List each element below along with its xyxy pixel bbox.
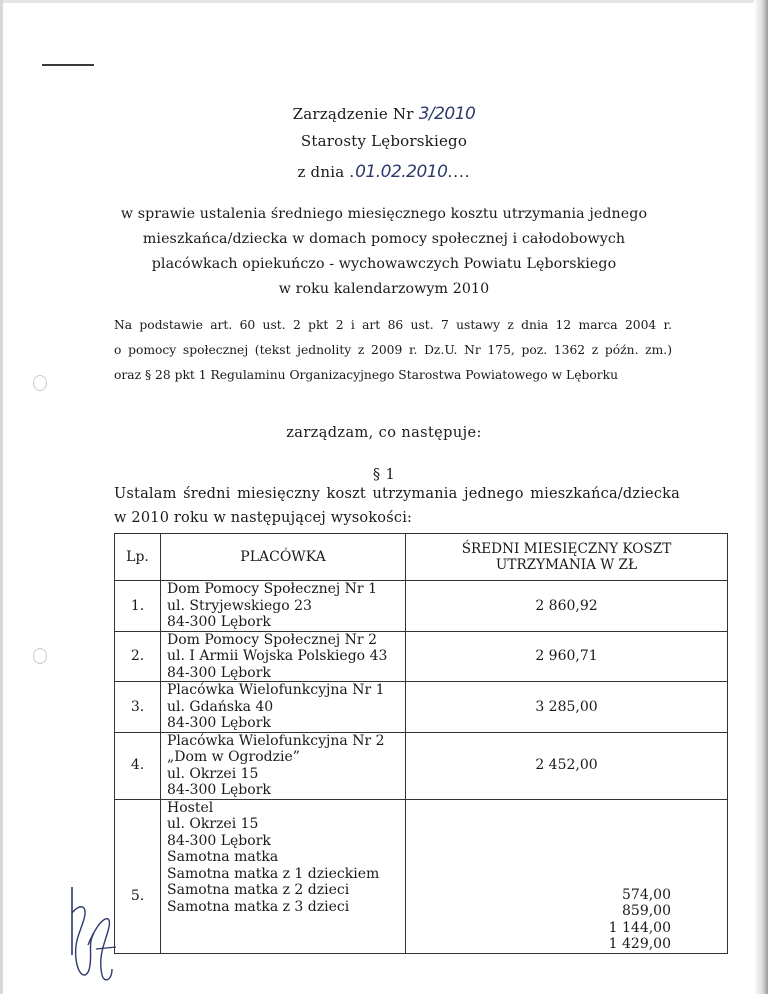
- cost-table: [114, 533, 728, 954]
- facility-line: ul. Stryjewskiego 23: [167, 597, 312, 614]
- cost-values-cell: [406, 799, 728, 953]
- facility-line: Samotna matka z 2 dzieci: [167, 882, 350, 898]
- header-placowka: PLACÓWKA: [161, 534, 406, 581]
- header-cost-line: UTRZYMANIA W ZŁ: [495, 557, 638, 573]
- date-dots-after: ....: [447, 163, 471, 181]
- row-number: 1.: [115, 581, 161, 632]
- facility-line: ul. Okrzei 15: [167, 765, 259, 782]
- subject-line: w roku kalendarzowym 2010: [278, 281, 490, 297]
- facility-cell: [161, 682, 406, 733]
- cost-value: 2 860,92: [406, 581, 728, 632]
- facility-line: Dom Pomocy Społecznej Nr 2: [167, 631, 377, 648]
- facility-line: 84-300 Lębork: [167, 664, 271, 681]
- row-number: 2.: [115, 631, 161, 682]
- handwritten-number: 3/2010: [418, 104, 476, 124]
- cost-value: 1 429,00: [608, 936, 671, 952]
- row-number: 4.: [115, 732, 161, 799]
- date-dots-before: .: [349, 163, 356, 181]
- row-number: 5.: [115, 799, 161, 953]
- cost-value: 574,00: [622, 886, 671, 903]
- cost-value: 859,00: [622, 903, 671, 919]
- facility-line: 84-300 Lębork: [167, 782, 271, 798]
- cost-value: 3 285,00: [406, 682, 728, 733]
- facility-cell: [161, 799, 406, 953]
- section-mark: § 1: [372, 467, 396, 483]
- legal-basis-line: o pomocy społecznej (tekst jednolity z 2009 r. Dz.U. Nr 175, poz. 1362 z późn. zm.): [114, 343, 672, 357]
- facility-line: Dom Pomocy Społecznej Nr 1: [167, 581, 377, 597]
- facility-line: ul. Gdańska 40: [167, 698, 274, 715]
- table-row: [115, 682, 728, 733]
- paragraph-line: Ustalam średni miesięczny koszt utrzymania jednego mieszkańca/dziecka: [114, 486, 680, 502]
- document-title: [0, 104, 768, 124]
- facility-line: Placówka Wielofunkcyjna Nr 2: [167, 732, 385, 749]
- facility-line: Samotna matka: [167, 849, 279, 865]
- facility-line: Samotna matka z 3 dzieci: [167, 898, 350, 915]
- decree-line: zarządzam, co następuje:: [286, 425, 482, 441]
- top-dash-mark: [42, 64, 94, 66]
- table-header-row: [115, 534, 728, 581]
- facility-line: 84-300 Lębork: [167, 614, 271, 630]
- cost-value: 1 144,00: [608, 919, 671, 936]
- handwritten-signature-icon: [58, 885, 128, 985]
- facility-cell: [161, 732, 406, 799]
- issuing-authority: Starosty Lęborskiego: [300, 132, 468, 150]
- facility-cell: [161, 581, 406, 632]
- facility-line: 84-300 Lębork: [167, 832, 271, 849]
- subject-line: placówkach opiekuńczo - wychowawczych Powiatu Lęborskiego: [151, 256, 617, 272]
- facility-line: „Dom w Ogrodzie”: [167, 749, 300, 765]
- cost-value: 2 452,00: [406, 732, 728, 799]
- facility-line: ul. Okrzei 15: [167, 816, 259, 832]
- table-row: [115, 631, 728, 682]
- paragraph-line: w 2010 roku w następującej wysokości:: [114, 510, 413, 526]
- punch-hole-icon: [33, 648, 47, 664]
- subject-line: w sprawie ustalenia średniego miesięcznego kosztu utrzymania jednego: [120, 206, 648, 222]
- facility-line: ul. I Armii Wojska Polskiego 43: [167, 648, 388, 664]
- header-cost: [406, 534, 728, 581]
- header-lp: Lp.: [115, 534, 161, 581]
- facility-line: Samotna matka z 1 dzieckiem: [167, 865, 380, 882]
- facility-line: Placówka Wielofunkcyjna Nr 1: [167, 682, 385, 698]
- cost-value: 2 960,71: [406, 631, 728, 682]
- facility-line: Hostel: [167, 799, 214, 816]
- table-row: [115, 799, 728, 953]
- legal-basis-line: oraz § 28 pkt 1 Regulaminu Organizacyjnego Starostwa Powiatowego w Lęborku: [114, 368, 619, 382]
- facility-line: 84-300 Lębork: [167, 715, 271, 731]
- row-number: 3.: [115, 682, 161, 733]
- legal-basis-line: Na podstawie art. 60 ust. 2 pkt 2 i art 86 ust. 7 ustawy z dnia 12 marca 2004 r.: [114, 318, 672, 332]
- title-prefix: Zarządzenie Nr: [292, 105, 414, 123]
- document-date: [0, 162, 768, 182]
- handwritten-date: 01.02.2010: [355, 162, 448, 182]
- subject-line: mieszkańca/dziecka w domach pomocy społecznej i całodobowych: [142, 231, 626, 247]
- table-row: [115, 732, 728, 799]
- table-row: [115, 581, 728, 632]
- scan-edge-top: [0, 0, 768, 3]
- punch-hole-icon: [33, 375, 47, 391]
- header-cost-line: ŚREDNI MIESIĘCZNY KOSZT: [461, 541, 672, 557]
- facility-cell: [161, 631, 406, 682]
- date-prefix: z dnia: [297, 163, 345, 181]
